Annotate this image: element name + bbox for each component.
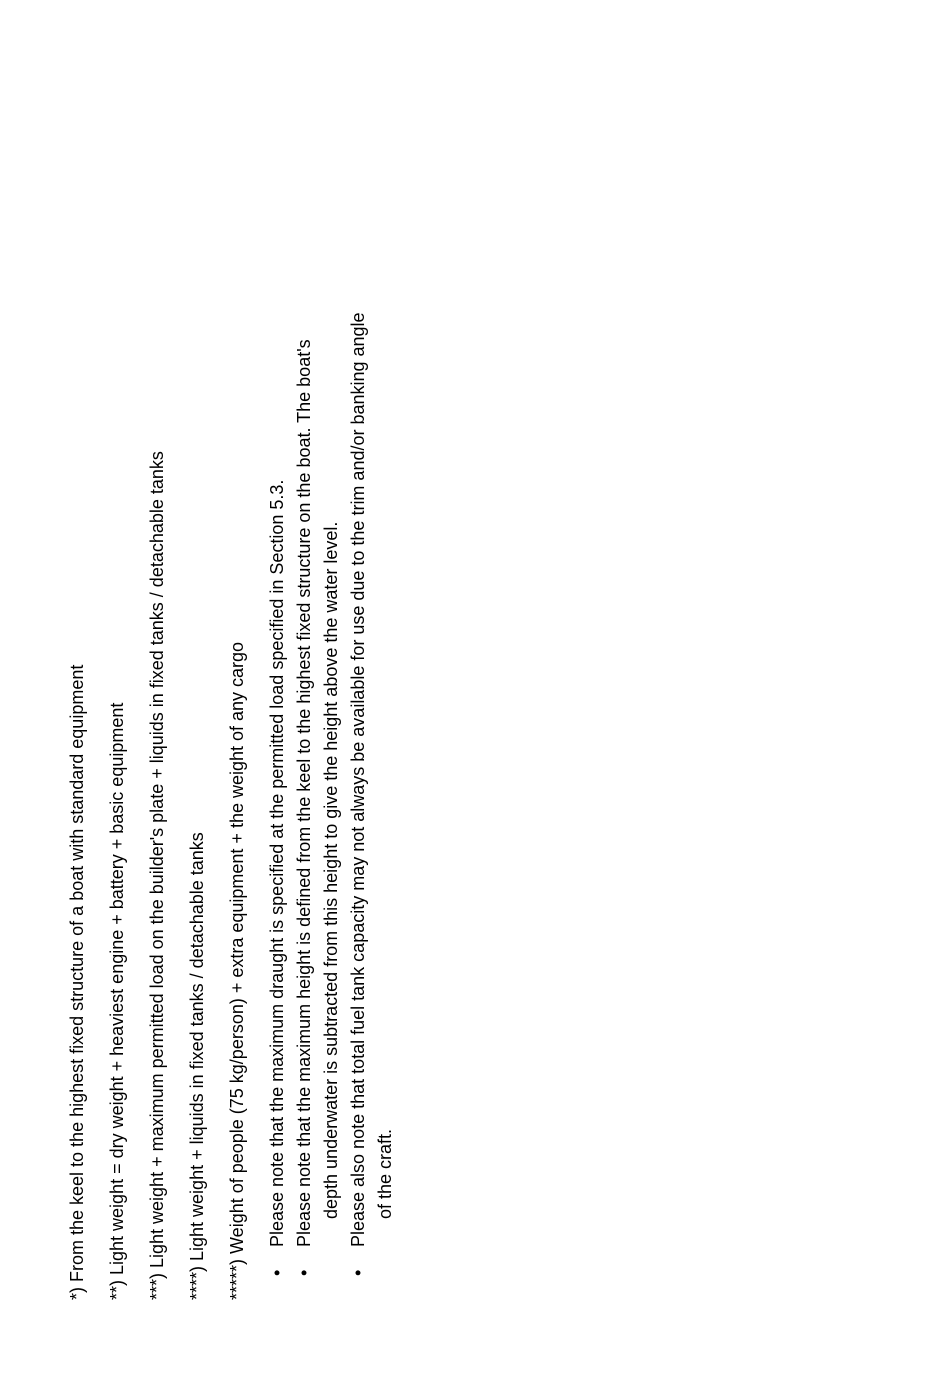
note-draught: Please note that the maximum draught is specified at the permitted load specified in Section 5.3. xyxy=(267,479,287,1247)
footnote-max-weight: ***) Light weight + maximum permitted load on the builder's plate + liquids in fixed tanks / detachable tanks xyxy=(147,451,167,1300)
note-fuel-line-1: Please also note that total fuel tank capacity may not always be available for use due to the trim and/or banking angle xyxy=(348,312,368,1247)
footnote-keel-height: *) From the keel to the highest fixed structure of a boat with standard equipment xyxy=(67,664,87,1300)
bullet-icon: • xyxy=(267,1269,287,1276)
note-fuel-line-2: of the craft. xyxy=(375,1128,395,1219)
bullet-icon: • xyxy=(348,1269,368,1276)
footnote-light-weight: **) Light weight = dry weight + heaviest engine + battery + basic equipment xyxy=(107,702,127,1300)
bullet-icon: • xyxy=(294,1269,314,1276)
note-height-line-1: Please note that the maximum height is defined from the keel to the highest fixed structure on the boat. The boat's xyxy=(294,339,314,1247)
footnote-people-weight: *****) Weight of people (75 kg/person) + extra equipment + the weight of any cargo xyxy=(227,641,247,1300)
footnote-light-weight-liquids: ****) Light weight + liquids in fixed tanks / detachable tanks xyxy=(187,832,207,1300)
note-height-line-2: depth underwater is subtracted from this height to give the height above the water level. xyxy=(321,521,341,1219)
